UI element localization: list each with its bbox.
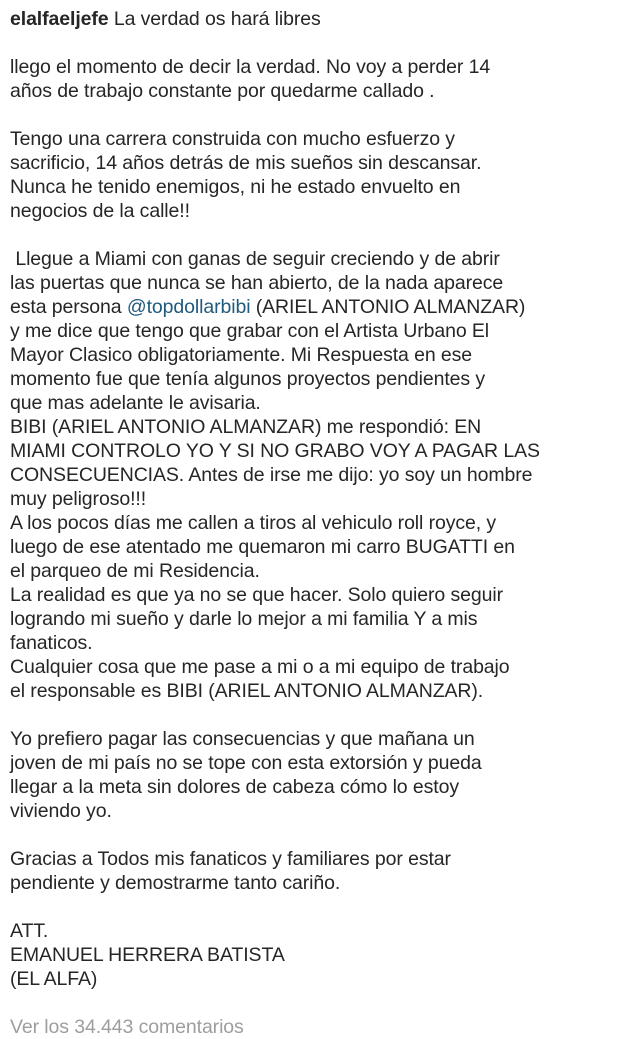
caption-line bbox=[10, 199, 622, 223]
caption-text-span: negocios de la calle!! bbox=[10, 200, 190, 222]
caption-text-span: viviendo yo. bbox=[10, 800, 112, 822]
caption-text-span: Llegue a Miami con ganas de seguir creciendo y de abrir bbox=[10, 248, 500, 270]
caption-line bbox=[10, 463, 622, 487]
caption-text-span: Tengo una carrera construida con mucho esfuerzo y bbox=[10, 128, 455, 150]
caption-text-span: ATT. bbox=[10, 920, 49, 942]
caption-text bbox=[10, 7, 622, 1039]
caption-line bbox=[10, 991, 622, 1015]
caption-line bbox=[10, 295, 622, 319]
caption-line bbox=[10, 511, 622, 535]
caption-text-span: A los pocos días me callen a tiros al vehiculo roll royce, y bbox=[10, 512, 497, 534]
caption-line bbox=[10, 175, 622, 199]
caption-text-span: (EL ALFA) bbox=[10, 968, 98, 990]
caption-text-span: logrando mi sueño y darle lo mejor a mi familia Y a mis bbox=[10, 608, 478, 630]
caption-text-span: las puertas que nunca se han abierto, de la nada aparece bbox=[10, 272, 504, 294]
caption-text-span: momento fue que tenía algunos proyectos pendientes y bbox=[10, 368, 486, 390]
caption-line bbox=[10, 823, 622, 847]
caption-line bbox=[10, 103, 622, 127]
caption-text-span: Yo prefiero pagar las consecuencias y que mañana un bbox=[10, 728, 475, 750]
caption-line bbox=[10, 319, 622, 343]
caption-line bbox=[10, 751, 622, 775]
caption-line bbox=[10, 31, 622, 55]
caption-line bbox=[10, 943, 622, 967]
caption-line bbox=[10, 223, 622, 247]
caption-text-span: Nunca he tenido enemigos, ni he estado envuelto en bbox=[10, 176, 461, 198]
caption-text-span: el responsable es BIBI (ARIEL ANTONIO ALMANZAR). bbox=[10, 680, 484, 702]
caption-line bbox=[10, 559, 622, 583]
caption-text-span: EMANUEL HERRERA BATISTA bbox=[10, 944, 285, 966]
caption-text-span: muy peligroso!!! bbox=[10, 488, 147, 510]
caption-line bbox=[10, 247, 622, 271]
caption-text-span: CONSECUENCIAS. Antes de irse me dijo: yo soy un hombre bbox=[10, 464, 533, 486]
caption-line bbox=[10, 631, 622, 655]
caption-text-span: joven de mi país no se tope con esta extorsión y pueda bbox=[10, 752, 482, 774]
caption-line bbox=[10, 655, 622, 679]
caption-line bbox=[10, 79, 622, 103]
caption-text-span: llego el momento de decir la verdad. No voy a perder 14 bbox=[10, 56, 491, 78]
caption-text-span: fanaticos. bbox=[10, 632, 93, 654]
caption-line bbox=[10, 967, 622, 991]
caption-line bbox=[10, 343, 622, 367]
mention-link[interactable]: @topdollarbibi bbox=[126, 296, 251, 318]
caption-text-span: BIBI (ARIEL ANTONIO ALMANZAR) me respondió: EN bbox=[10, 416, 482, 438]
caption-line bbox=[10, 799, 622, 823]
caption-text-span: (ARIEL ANTONIO ALMANZAR) bbox=[250, 296, 526, 318]
caption-line bbox=[10, 919, 622, 943]
caption-text-span: y me dice que tengo que grabar con el Artista Urbano El bbox=[10, 320, 490, 342]
caption-line bbox=[10, 271, 622, 295]
caption-line bbox=[10, 535, 622, 559]
caption-text-span: Gracias a Todos mis fanaticos y familiares por estar bbox=[10, 848, 451, 870]
caption-text-span: sacrificio, 14 años detrás de mis sueños sin descansar. bbox=[10, 152, 482, 174]
caption-text-span: Mayor Clasico obligatoriamente. Mi Respuesta en ese bbox=[10, 344, 473, 366]
caption-line bbox=[10, 127, 622, 151]
caption-line bbox=[10, 775, 622, 799]
caption-line bbox=[10, 727, 622, 751]
caption-line bbox=[10, 391, 622, 415]
caption-line bbox=[10, 583, 622, 607]
caption-line bbox=[10, 1015, 622, 1039]
view-comments-link[interactable]: Ver los 34.443 comentarios bbox=[10, 1016, 244, 1038]
username-link[interactable]: elalfaeljefe bbox=[10, 8, 109, 30]
caption-text-span: La verdad os hará libres bbox=[108, 8, 321, 30]
caption-line bbox=[10, 847, 622, 871]
caption-text-span: pendiente y demostrarme tanto cariño. bbox=[10, 872, 341, 894]
caption-line bbox=[10, 895, 622, 919]
caption-line bbox=[10, 367, 622, 391]
caption-text-span: luego de ese atentado me quemaron mi carro BUGATTI en bbox=[10, 536, 515, 558]
caption-text-span: esta persona bbox=[10, 296, 127, 318]
caption-line bbox=[10, 415, 622, 439]
caption-text-span: el parqueo de mi Residencia. bbox=[10, 560, 260, 582]
caption-line bbox=[10, 487, 622, 511]
caption-line bbox=[10, 439, 622, 463]
caption-text-span: La realidad es que ya no se que hacer. Solo quiero seguir bbox=[10, 584, 503, 606]
caption-line bbox=[10, 7, 622, 31]
caption-line bbox=[10, 703, 622, 727]
caption-line bbox=[10, 871, 622, 895]
caption-line bbox=[10, 607, 622, 631]
caption-text-span: llegar a la meta sin dolores de cabeza cómo lo estoy bbox=[10, 776, 459, 798]
caption-text-span: que mas adelante le avisaria. bbox=[10, 392, 261, 414]
caption-text-span: Cualquier cosa que me pase a mi o a mi equipo de trabajo bbox=[10, 656, 510, 678]
caption-text-span: años de trabajo constante por quedarme callado . bbox=[10, 80, 435, 102]
caption-line bbox=[10, 151, 622, 175]
caption-line bbox=[10, 55, 622, 79]
caption-line bbox=[10, 679, 622, 703]
caption-text-span: MIAMI CONTROLO YO Y SI NO GRABO VOY A PAGAR LAS bbox=[10, 440, 540, 462]
